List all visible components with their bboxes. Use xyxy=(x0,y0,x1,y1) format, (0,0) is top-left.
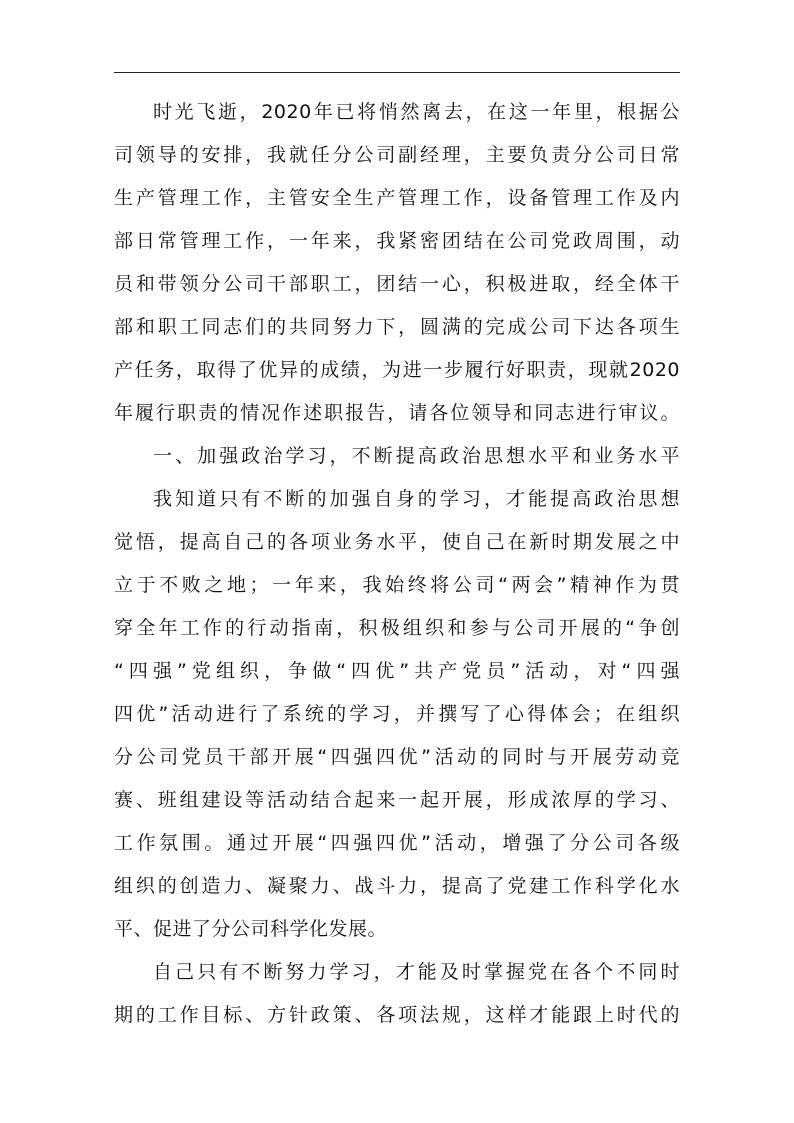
paragraph-line: 分公司党员干部开展“四强四优”活动的同时与开展劳动竞 xyxy=(114,746,680,768)
header-rule xyxy=(114,72,680,73)
paragraph-line: 司领导的安排，我就任分公司副经理，主要负责分公司日常 xyxy=(114,144,680,166)
paragraph-line: 四优”活动进行了系统的学习，并撰写了心得体会；在组织 xyxy=(114,703,680,725)
paragraph-line: 部和职工同志们的共同努力下，圆满的完成公司下达各项生 xyxy=(114,316,680,338)
paragraph-line: 时光飞逝，2020年已将悄然离去，在这一年里，根据公 xyxy=(153,101,680,123)
paragraph-line: “四强”党组织，争做“四优”共产党员”活动，对“四强 xyxy=(114,660,680,682)
paragraph-line: 平、促进了分公司科学化发展。 xyxy=(114,918,388,940)
section-heading: 一、加强政治学习，不断提高政治思想水平和业务水平 xyxy=(153,445,680,467)
paragraph-line: 组织的创造力、凝聚力、战斗力，提高了党建工作科学化水 xyxy=(114,875,680,897)
paragraph-line: 部日常管理工作，一年来，我紧密团结在公司党政周围，动 xyxy=(114,230,680,252)
paragraph-line: 产任务，取得了优异的成绩，为进一步履行好职责，现就2020 xyxy=(114,359,680,381)
paragraph-line: 我知道只有不断的加强自身的学习，才能提高政治思想 xyxy=(153,488,680,510)
paragraph-line: 生产管理工作，主管安全生产管理工作，设备管理工作及内 xyxy=(114,187,680,209)
paragraph-line: 立于不败之地；一年来，我始终将公司“两会”精神作为贯 xyxy=(114,574,680,596)
paragraph-line: 穿全年工作的行动指南，积极组织和参与公司开展的“争创 xyxy=(114,617,680,639)
paragraph-line: 觉悟，提高自己的各项业务水平，使自己在新时期发展之中 xyxy=(114,531,680,553)
paragraph-line: 员和带领分公司干部职工，团结一心，积极进取，经全体干 xyxy=(114,273,680,295)
paragraph-line: 赛、班组建设等活动结合起来一起开展，形成浓厚的学习、 xyxy=(114,789,680,811)
paragraph-line: 年履行职责的情况作述职报告，请各位领导和同志进行审议。 xyxy=(114,402,680,424)
paragraph-line: 自己只有不断努力学习，才能及时掌握党在各个不同时 xyxy=(153,961,680,983)
paragraph-line: 期的工作目标、方针政策、各项法规，这样才能跟上时代的 xyxy=(114,1004,680,1026)
paragraph-line: 工作氛围。通过开展“四强四优”活动，增强了分公司各级 xyxy=(114,832,680,854)
